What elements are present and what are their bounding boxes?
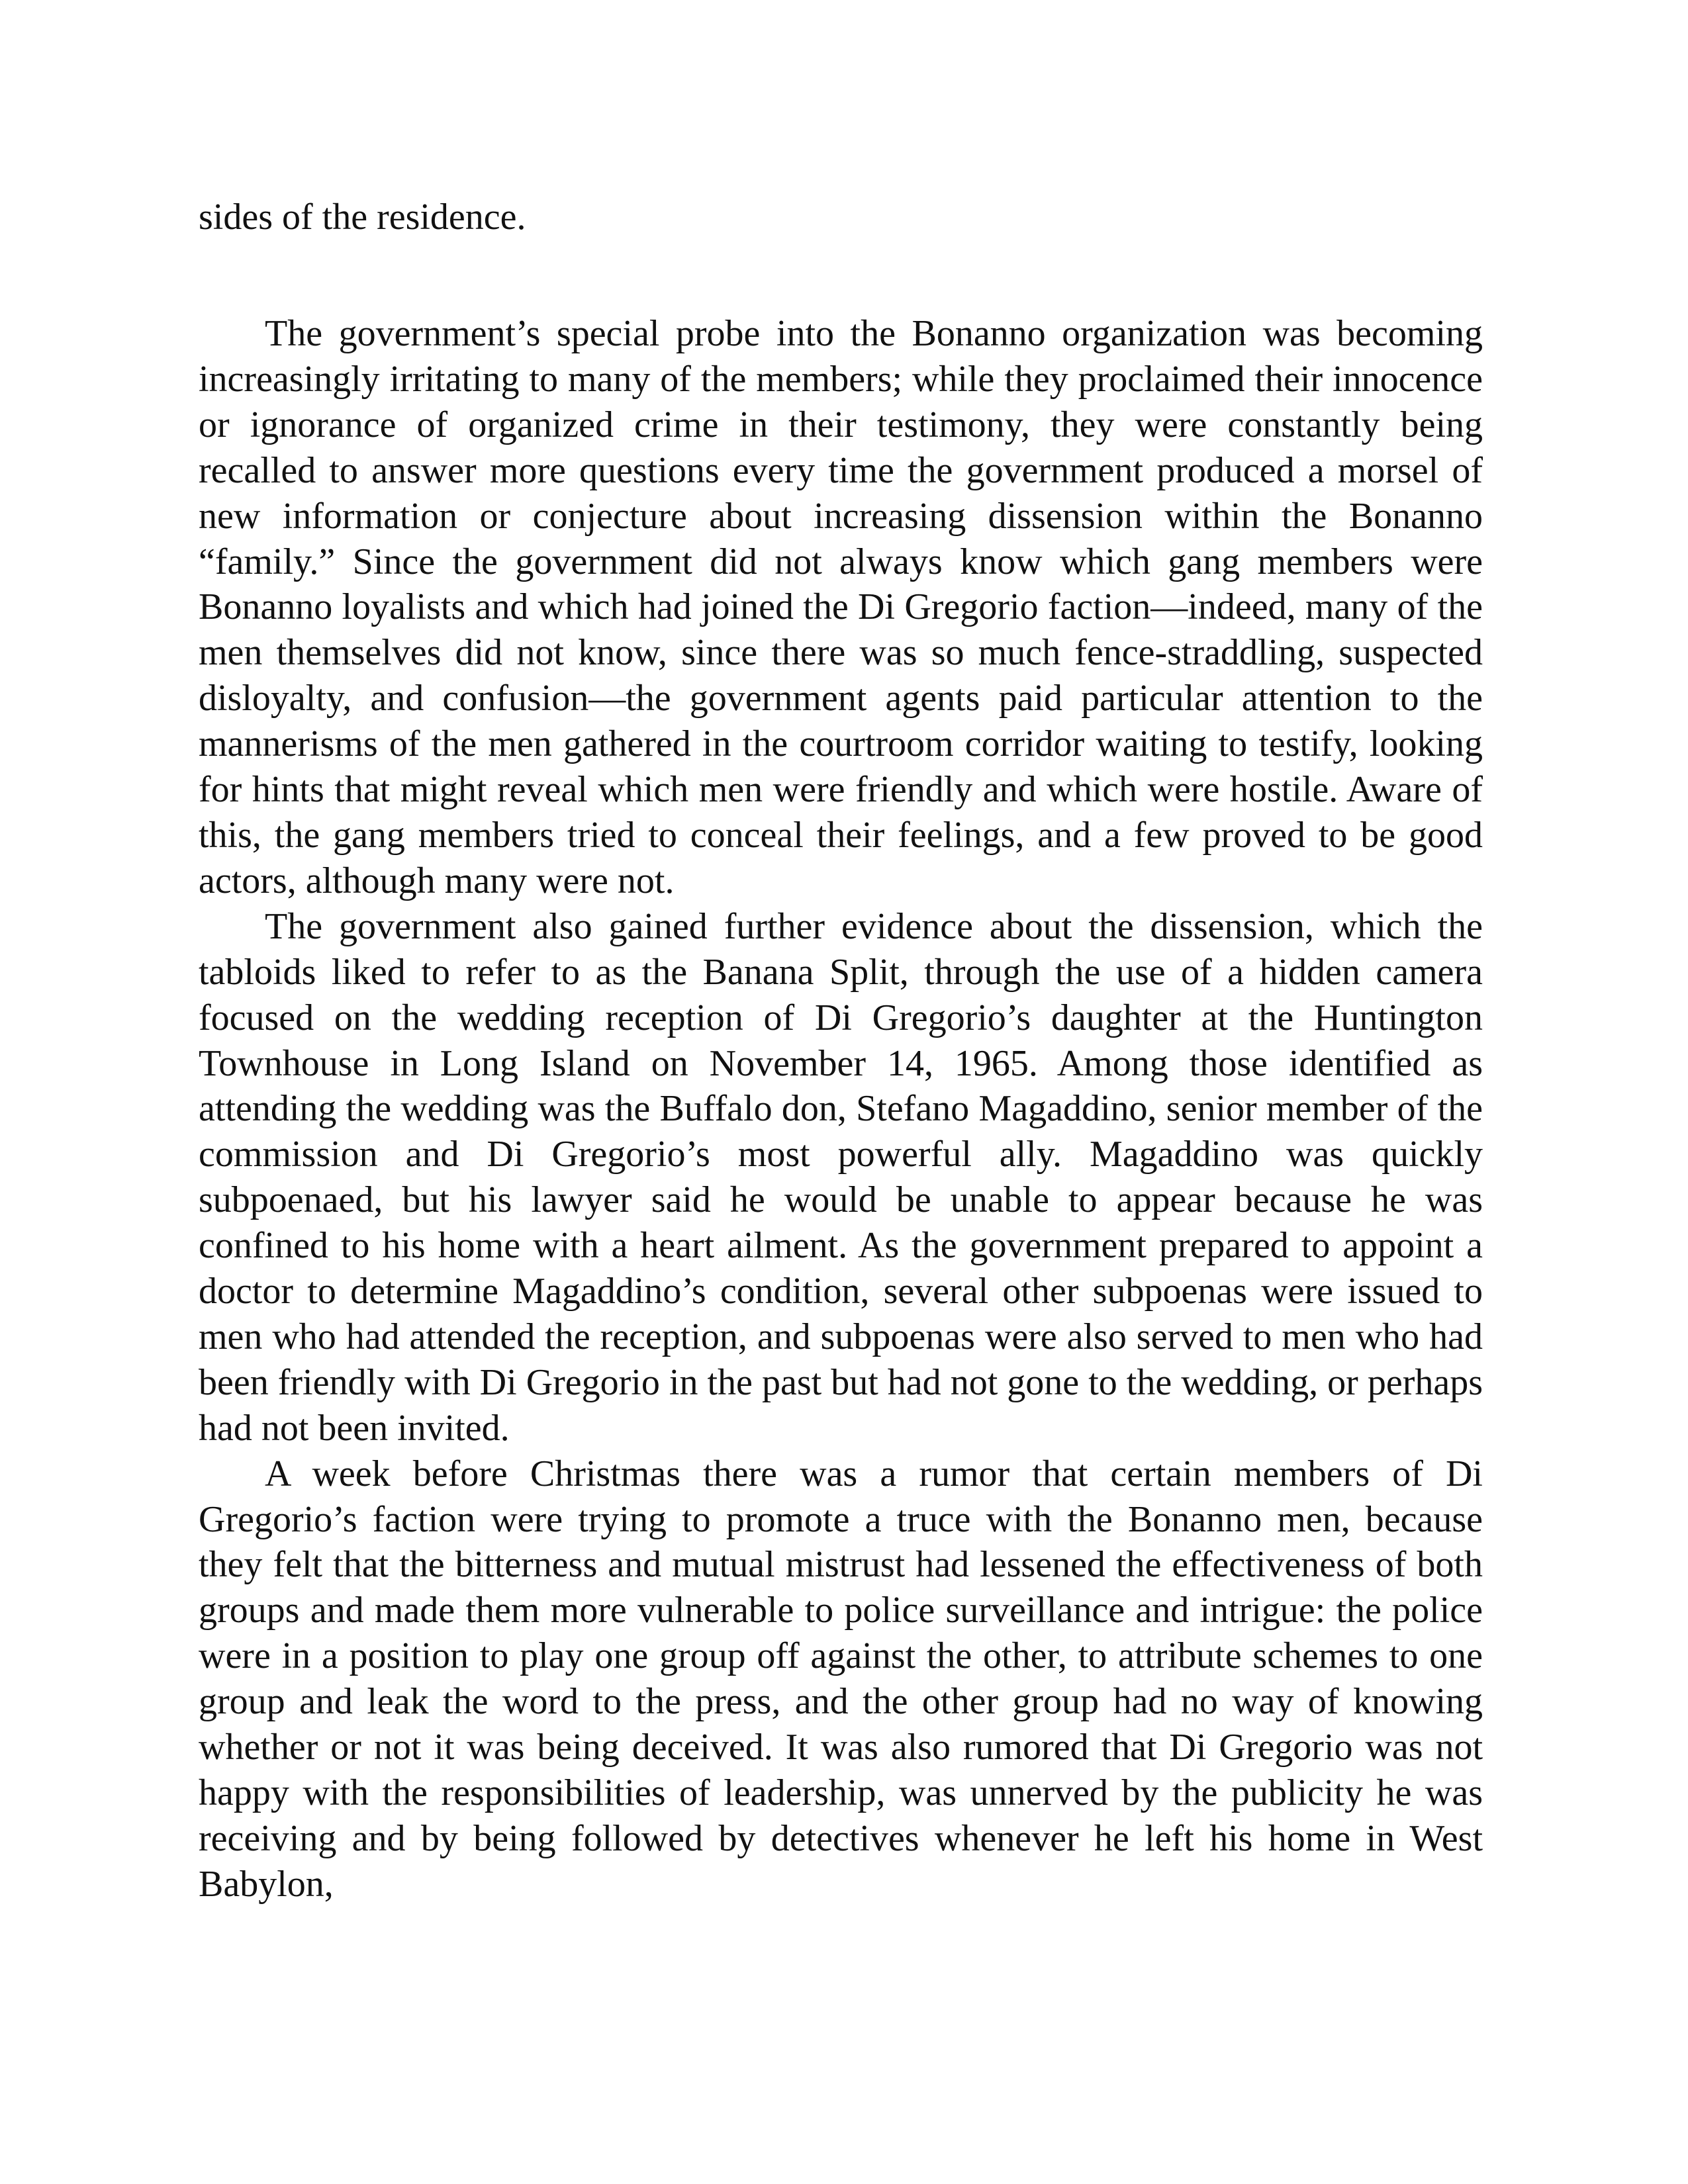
body-text (199, 311, 1483, 1907)
continued-paragraph-fragment: sides of the residence. (199, 197, 526, 238)
paragraph-christmas-truce-rumor: A week before Christmas there was a rumor that certain members of Di Gregorio’s faction were trying to promote a truce with the Bonanno men, because they felt that the bitterness and mutual mistrust had lessened the effectiveness of both groups and made them more vulnerable to police surveillance and intrigue: the police were in a position to play one group off against the other, to attribute schemes to one group and leak the word to the press, and the other group had no way of knowing whether or not it was being deceived. It was also rumored that Di Gregorio was not happy with the responsibilities of leadership, was unnerved by the publicity he was receiving and by being followed by detectives whenever he left his home in West Babylon, (199, 1453, 1483, 1905)
paragraph-government-probe: The government’s special probe into the Bonanno organization was becoming increasingly irritating to many of the members; while they proclaimed their innocence or ignorance of organized crime in their testimony, they were constantly being recalled to answer more questions every time the government produced a morsel of new information or conjecture about increasing dissension within the Bonanno “family.” Since the government did not always know which gang members were Bonanno loyalists and which had joined the Di Gregorio faction—indeed, many of the men themselves did not know, since there was so much fence-straddling, suspected disloyalty, and confusion—the government agents paid particular attention to the mannerisms of the men gathered in the courtroom corridor waiting to testify, looking for hints that might reveal which men were friendly and which were hostile. Aware of this, the gang members tried to conceal their feelings, and a few proved to be good actors, although many were not. (199, 313, 1483, 901)
paragraph-hidden-camera-wedding: The government also gained further evidence about the dissension, which the tabloids liked to refer to as the Banana Split, through the use of a hidden camera focused on the wedding reception of Di Gregorio’s daughter at the Huntington Townhouse in Long Island on November 14, 1965. Among those identified as attending the wedding was the Buffalo don, Stefano Magaddino, senior member of the commission and Di Gregorio’s most powerful ally. Magaddino was quickly subpoenaed, but his lawyer said he would be unable to appear because he was confined to his home with a heart ailment. As the government prepared to appoint a doctor to determine Magaddino’s condition, several other subpoenas were issued to men who had attended the reception, and subpoenas were also served to men who had been friendly with Di Gregorio in the past but had not gone to the wedding, or perhaps had not been invited. (199, 905, 1483, 1449)
